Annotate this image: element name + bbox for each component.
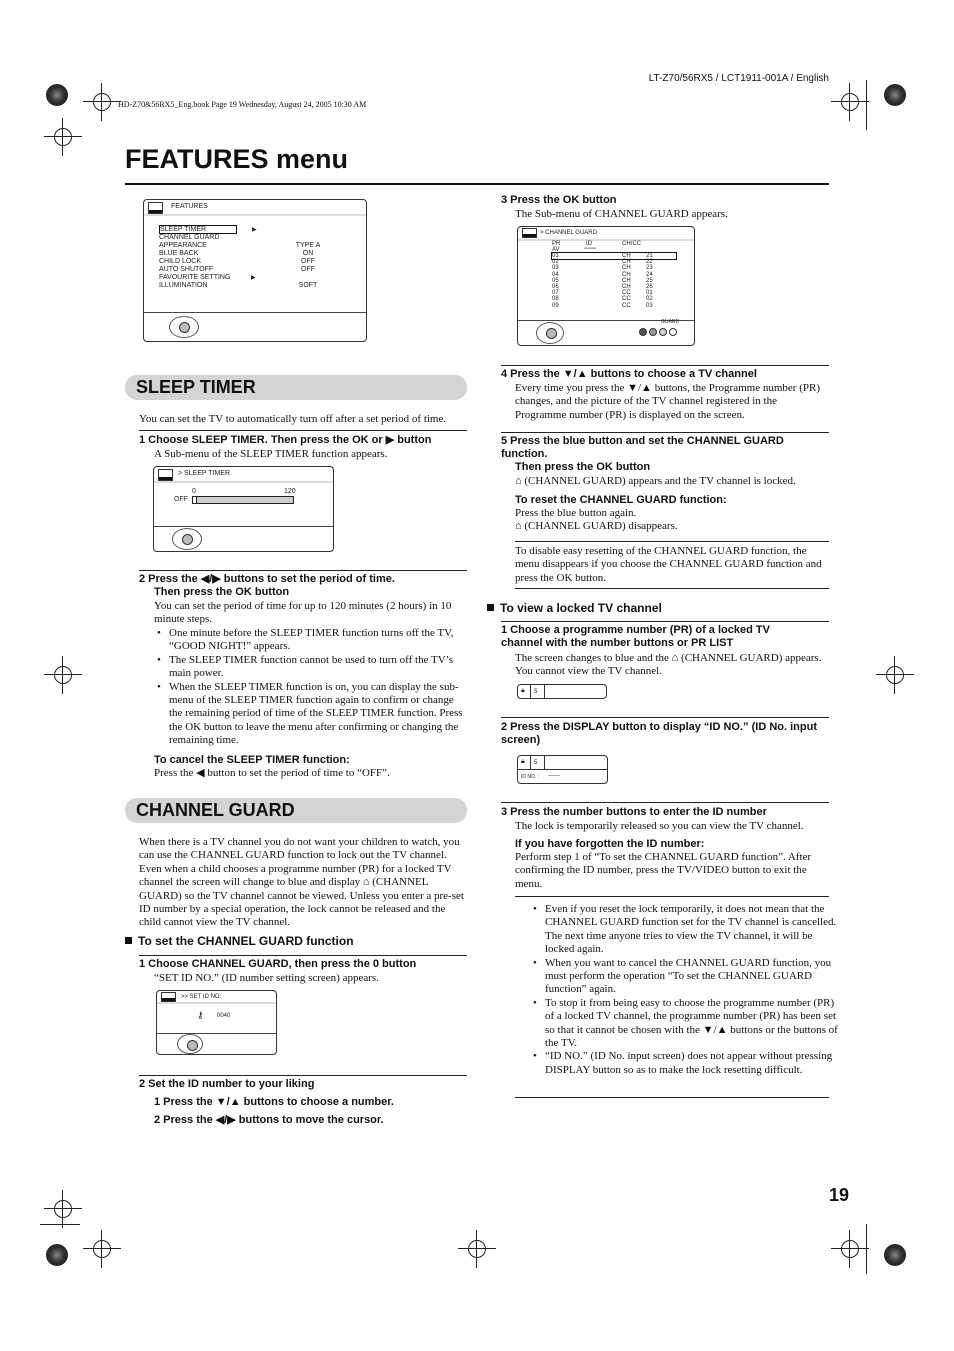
step-text: The screen changes to blue and the ⌂ (CHANNEL GUARD) appears. You cannot view the TV channel.	[515, 652, 822, 678]
registration-disc-icon	[884, 1244, 906, 1266]
guard-step-3: 3 Press the OK button	[501, 194, 617, 206]
reset-heading: To reset the CHANNEL GUARD function:	[515, 494, 727, 506]
step-text: The lock is temporarily released so you can view the TV channel.	[515, 820, 804, 832]
menu-item[interactable]	[159, 266, 359, 274]
crosshair-mark-icon	[837, 1236, 863, 1262]
bullet-item: • Even if you reset the lock temporarily, it does not mean that the CHANNEL GUARD function set for the TV channel is cancelled. The next time anyone tries to view the TV channel, it will be locked again.	[545, 903, 843, 957]
id-label: ID NO. :	[521, 774, 540, 780]
color-buttons-icon	[639, 328, 677, 339]
forgot-text: Perform step 1 of “To set the CHANNEL GUARD function”. After confirming the ID number, press the TV/VIDEO button to exit the menu.	[515, 851, 812, 890]
num-cell: 03	[646, 302, 653, 309]
book-header: HD-Z70&56RX5_Eng.book Page 19 Wednesday, August 24, 2005 10:30 AM	[118, 100, 367, 109]
menu-item[interactable]	[159, 226, 359, 234]
pr-cell: 02	[552, 259, 559, 266]
menu-item-value: SOFT	[298, 282, 318, 289]
section-heading: SLEEP TIMER	[136, 377, 256, 397]
lock-icon: 🔒︎	[521, 758, 525, 765]
crosshair-mark-icon	[89, 1236, 115, 1262]
view-step-3: 3 Press the number buttons to enter the ID number	[501, 806, 767, 818]
menu-item-value: TYPE A	[295, 242, 321, 249]
crosshair-mark-icon	[882, 662, 908, 688]
step-text: 1 Press the ▼/▲ buttons to choose a number.	[154, 1096, 394, 1108]
channel-guard-screen	[517, 226, 695, 346]
step-text: Every time you press the ▼/▲ buttons, the Programme number (PR) changes, and the picture of the TV channel registered in the Programme number (PR) is displayed on the screen.	[515, 382, 820, 421]
step-text: Then press the OK button	[154, 586, 290, 598]
tv-menu-icon	[148, 202, 163, 214]
step-text: “SET ID NO.” (ID number setting screen) appears.	[154, 972, 379, 984]
view-step-2: 2 Press the DISPLAY button to display “ID NO.” (ID No. input screen)	[501, 721, 817, 746]
reset-text: Press the blue button again. ⌂ (CHANNEL GUARD) disappears.	[515, 507, 678, 533]
menu-item-label: APPEARANCE	[159, 242, 207, 249]
num-cell: 02	[646, 296, 653, 303]
step-text: Then press the OK button	[515, 461, 651, 473]
disable-note: To disable easy resetting of the CHANNEL GUARD function, the menu disappears if you choose the CHANNEL GUARD function and press the OK button.	[515, 545, 822, 584]
dpad-icon	[169, 316, 199, 338]
step-text: ⌂ (CHANNEL GUARD) appears and the TV channel is locked.	[515, 475, 796, 487]
bullet-item: • The SLEEP TIMER function cannot be used to turn off the TV’s main power.	[169, 654, 469, 681]
type-cell: CH	[622, 259, 631, 266]
tv-menu-icon	[161, 992, 176, 1002]
num-cell: 26	[646, 283, 653, 290]
type-cell: CH	[622, 283, 631, 290]
type-cell: CC	[622, 302, 631, 309]
locked-channel-banner	[517, 684, 607, 699]
menu-item-label: FAVOURITE SETTING	[159, 274, 231, 281]
key-icon: ⚷	[197, 1010, 204, 1020]
num-cell: 23	[646, 265, 653, 272]
num-cell: 25	[646, 277, 653, 284]
crosshair-mark-icon	[464, 1236, 490, 1262]
col-header: CH/CC	[622, 241, 641, 247]
timer-slider[interactable]	[192, 496, 294, 504]
screen-title: > CHANNEL GUARD	[540, 230, 597, 236]
menu-item-label: BLUE BACK	[159, 250, 199, 257]
menu-item-label: CHANNEL GUARD	[159, 234, 220, 241]
crosshair-mark-icon	[50, 124, 76, 150]
forgot-heading: If you have forgotten the ID number:	[515, 838, 705, 850]
arrow-right-icon: ▶	[251, 275, 256, 281]
id-value: 0040	[217, 1013, 231, 1019]
pr-number: 5	[534, 760, 538, 766]
set-id-screen	[156, 990, 277, 1055]
menu-item-label: CHILD LOCK	[159, 258, 202, 265]
timer-value: OFF	[174, 496, 188, 503]
col-header: PR	[552, 241, 561, 247]
pr-cell: 06	[552, 283, 559, 290]
pr-cell: 03	[552, 265, 559, 272]
page-title: FEATURES menu	[125, 144, 349, 174]
sleep-intro: You can set the TV to automatically turn off after a set period of time.	[139, 413, 447, 425]
menu-item[interactable]	[159, 234, 359, 242]
menu-item-label: ILLUMINATION	[159, 282, 208, 289]
pr-cell: 07	[552, 290, 559, 297]
bullet-item: • “ID NO.” (ID No. input screen) does not appear without pressing DISPLAY button so as to make the lock resetting difficult.	[545, 1050, 843, 1077]
menu-item-value: OFF	[301, 258, 315, 265]
crosshair-mark-icon	[50, 662, 76, 688]
section-band-channel-guard	[125, 798, 467, 823]
subsection-heading: To set the CHANNEL GUARD function	[138, 934, 354, 948]
dpad-icon	[536, 322, 564, 344]
sleep-step-2: 2 Press the ◀/▶ buttons to set the period of time.	[139, 573, 395, 585]
cancel-text: Press the ◀ button to set the period of time to “OFF”.	[154, 767, 390, 779]
type-cell: CH	[622, 253, 631, 259]
menu-item-label: AUTO SHUTOFF	[159, 266, 214, 273]
guard-step-1: 1 Choose CHANNEL GUARD, then press the 0 button	[139, 958, 417, 970]
id-input-screen	[517, 755, 608, 784]
step-text: The Sub-menu of CHANNEL GUARD appears.	[515, 208, 728, 220]
num-cell: 24	[646, 271, 653, 278]
type-cell: CC	[622, 296, 631, 303]
type-cell: CH	[622, 277, 631, 284]
tv-menu-icon	[158, 469, 173, 481]
crosshair-mark-icon	[50, 1196, 76, 1222]
col-header: ID	[586, 241, 592, 247]
section-band-sleep-timer	[125, 375, 467, 400]
step-text: 2 Press the ◀/▶ buttons to move the cursor.	[154, 1114, 384, 1126]
subsection-heading: To view a locked TV channel	[500, 601, 662, 615]
tv-menu-icon	[522, 228, 537, 238]
guard-step-2: 2 Set the ID number to your liking	[139, 1078, 315, 1090]
step-text: A Sub-menu of the SLEEP TIMER function appears.	[154, 448, 388, 460]
guard-step-4: 4 Press the ▼/▲ buttons to choose a TV channel	[501, 368, 757, 380]
menu-item[interactable]	[159, 258, 359, 266]
screen-title: FEATURES	[171, 203, 208, 210]
scale-max: 120	[284, 488, 296, 495]
lock-icon: 🔒︎	[521, 687, 525, 694]
guard-step-5: 5 Press the blue button and set the CHANNEL GUARD function.	[501, 435, 784, 460]
pr-cell: 09	[552, 302, 559, 309]
guard-label: GUARD	[661, 319, 680, 325]
row-av: AV	[552, 247, 560, 253]
pr-number: 5	[534, 689, 538, 695]
screen-title: > SLEEP TIMER	[178, 470, 231, 477]
dpad-icon	[177, 1034, 203, 1054]
crosshair-mark-icon	[89, 89, 115, 115]
bullet-item: • When the SLEEP TIMER function is on, you can display the sub-menu of the SLEEP TIMER function again to confirm or change the remaining period of time of the SLEEP TIMER function. Press the OK button to leave the menu after confirming or changing the remaining time.	[169, 681, 469, 748]
num-cell: 22	[646, 259, 653, 266]
menu-item-label: SLEEP TIMER	[159, 225, 237, 234]
section-heading: CHANNEL GUARD	[136, 800, 295, 820]
cancel-heading: To cancel the SLEEP TIMER function:	[154, 754, 350, 766]
type-cell: CC	[622, 290, 631, 297]
registration-disc-icon	[46, 1244, 68, 1266]
id-value: ------	[584, 246, 596, 252]
bullet-item: • One minute before the SLEEP TIMER function turns off the TV, “GOOD NIGHT!” appears.	[169, 627, 469, 654]
menu-item[interactable]	[159, 250, 359, 258]
page-number: 19	[829, 1185, 850, 1205]
bullet-item: • To stop it from being easy to choose the programme number (PR) of a locked TV channel, the programme number (PR) has been set so that it cannot be chosen with the ▼/▲ buttons or the buttons of the TV.	[545, 997, 843, 1051]
type-cell: CH	[622, 265, 631, 272]
menu-item[interactable]	[159, 274, 359, 282]
num-cell: 01	[646, 290, 653, 297]
menu-item-value: ON	[302, 250, 314, 257]
registration-disc-icon	[884, 84, 906, 106]
type-cell: CH	[622, 271, 631, 278]
channel-row[interactable]	[552, 303, 682, 309]
view-step-1: 1 Choose a programme number (PR) of a locked TV channel with the number buttons or PR LIST	[501, 624, 770, 649]
pr-cell: 08	[552, 296, 559, 303]
model-header: LT-Z70/56RX5 / LCT1911-001A / English	[648, 73, 829, 84]
sleep-step-1: 1 Choose SLEEP TIMER. Then press the OK or ▶ button	[139, 434, 432, 446]
num-cell: 21	[646, 253, 653, 259]
scale-min: 0	[192, 488, 196, 495]
id-input[interactable]: ------	[548, 773, 560, 779]
registration-disc-icon	[46, 84, 68, 106]
pr-cell: 04	[552, 271, 559, 278]
screen-title: >> SET ID NO.	[181, 994, 222, 1000]
menu-item[interactable]	[159, 242, 359, 250]
features-menu-screen	[143, 199, 367, 342]
step-text: You can set the period of time for up to 120 minutes (2 hours) in 10 minute steps.	[154, 600, 452, 626]
sleep-timer-screen	[153, 466, 334, 552]
crosshair-mark-icon	[837, 89, 863, 115]
arrow-right-icon: ▶	[252, 227, 257, 233]
guard-intro: When there is a TV channel you do not want your children to watch, you can use the CHANNEL GUARD function to lock out the TV channel. Even when a child chooses a programme number (PR) for a locked TV channel the screen will change to blue and display ⌂ (CHANNEL GUARD) so the TV channel cannot be viewed. Unless you enter a pre-set ID number by a special operation, the lock cannot be released and the child cannot view the TV channel.	[139, 836, 464, 929]
menu-item[interactable]	[159, 282, 359, 290]
dpad-icon	[172, 528, 202, 550]
pr-cell: 01	[552, 253, 559, 259]
bullet-item: • When you want to cancel the CHANNEL GUARD function, you must perform the operation “To set the CHANNEL GUARD function” again.	[545, 957, 843, 997]
menu-item-value: OFF	[301, 266, 315, 273]
pr-cell: 05	[552, 277, 559, 284]
